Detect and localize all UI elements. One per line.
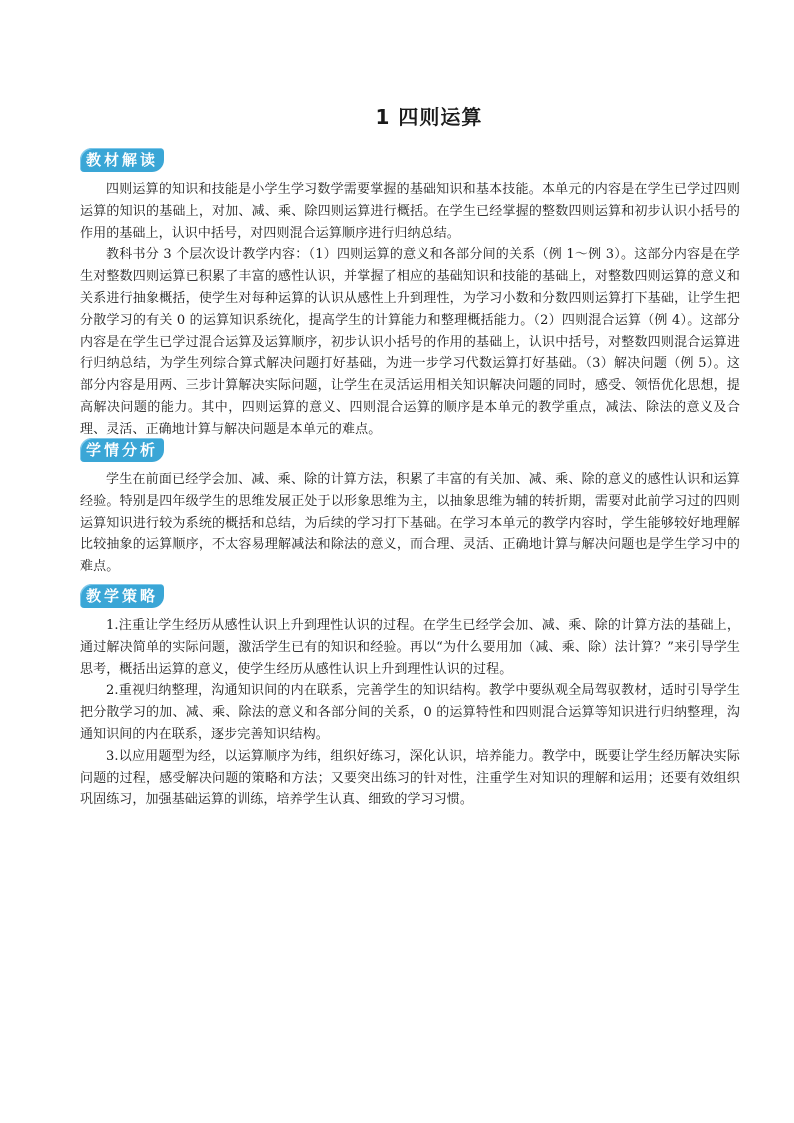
paragraph: 教科书分 3 个层次设计教学内容：（1）四则运算的意义和各部分间的关系（例 1～例 3）。这部分内容是在学生对整数四则运算已积累了丰富的感性认识，并掌握了相应的基础知识和技能的基础上，对整数四则运算的意义和关系进行抽象概括，使学生对每种运算的认识从感性上升到理性，为学习小数和分数四则运算打下基础，让学生把分散学习的有关 0 的运算知识系统化，提高学生的计算能力和整理概括能力。（2）四则混合运算（例 4）。这部分内容是在学生已学过混合运算及运算顺序，初步认识小括号的作用的基础上，认识中括号，对整数四则混合运算进行归纳总结，为学生列综合算式解决问题打好基础，为进一步学习代数运算打好基础。（3）解决问题（例 5）。这部分内容是用两、三步计算解决实际问题，让学生在灵活运用相关知识解决问题的同时，感受、领悟优化思想，提高解决问题的能力。其中，四则运算的意义、四则混合运算的顺序是本单元的教学重点，减法、除法的意义及合理、灵活、正确地计算与解决问题是本单元的难点。 — [80, 247, 740, 437]
paragraph: 2.重视归纳整理，沟通知识间的内在联系，完善学生的知识结构。教学中要纵观全局驾驭教材，适时引导学生把分散学习的加、减、乘、除法的意义和各部分间的关系，0 的运算特性和四则混合运算等知识进行归纳整理，沟通知识间的内在联系，逐步完善知识结构。 — [80, 683, 740, 742]
paragraph: 1.注重让学生经历从感性认识上升到理性认识的过程。在学生已经学会加、减、乘、除的计算方法的基础上，通过解决简单的实际问题，激活学生已有的知识和经验。再以“为什么要用加（减、乘、除）法计算？”来引导学生思考，概括出运算的意义，使学生经历从感性认识上升到理性认识的过程。 — [80, 618, 740, 677]
section-heading-badge: 学情分析 — [80, 438, 164, 462]
section-heading-badge: 教学策略 — [80, 584, 164, 608]
paragraph: 3.以应用题型为经，以运算顺序为纬，组织好练习，深化认识，培养能力。教学中，既要让学生经历解决实际问题的过程，感受解决问题的策略和方法；又要突出练习的针对性，注重学生对知识的理解和运用；还要有效组织巩固练习，加强基础运算的训练，培养学生认真、细致的学习习惯。 — [80, 748, 740, 808]
section-heading-badge: 教材解读 — [80, 148, 164, 172]
paragraph: 学生在前面已经学会加、减、乘、除的计算方法，积累了丰富的有关加、减、乘、除的意义的感性认识和运算经验。特别是四年级学生的思维发展正处于以形象思维为主，以抽象思维为辅的转折期，需要对此前学习过的四则运算知识进行较为系统的概括和总结，为后续的学习打下基础。在学习本单元的教学内容时，学生能够较好地理解比较抽象的运算顺序，不太容易理解减法和除法的意义，而合理、灵活、正确地计算与解决问题也是学生学习中的难点。 — [80, 472, 740, 575]
page-title: 1 四则运算 — [375, 105, 483, 129]
section-textbook-analysis — [80, 148, 740, 441]
paragraph: 四则运算的知识和技能是小学生学习数学需要掌握的基础知识和基本技能。本单元的内容是在学生已学过四则运算的知识的基础上，对加、减、乘、除四则运算进行概括。在学生已经掌握的整数四则运算和初步认识小括号的作用的基础上，认识中括号，对四则混合运算顺序进行归纳总结。 — [80, 182, 740, 241]
section-learner-analysis — [80, 438, 740, 578]
section-teaching-strategy — [80, 584, 740, 811]
